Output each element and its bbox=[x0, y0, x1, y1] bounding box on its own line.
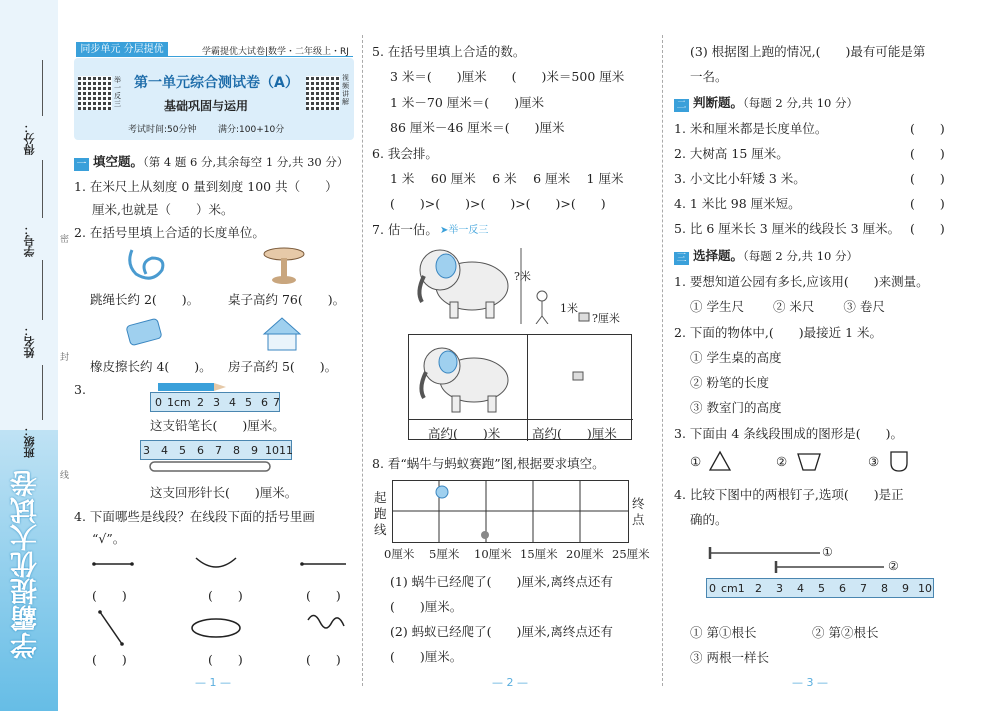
ruler-tick-label: 2 bbox=[755, 582, 762, 595]
column-divider bbox=[662, 35, 663, 686]
ruler-tick-label: 8 bbox=[881, 582, 888, 595]
section-number-icon: 二 bbox=[674, 99, 689, 112]
q8-part3-line1: (3) 根据图上跑的情况,( )最有可能是第 bbox=[690, 44, 926, 59]
page-number: — 3 — bbox=[792, 676, 828, 689]
ruler-tick-label: 4 bbox=[161, 444, 168, 457]
class-field-label: 班级： bbox=[23, 425, 36, 458]
q8-part1-line2: ( )厘米。 bbox=[390, 599, 463, 614]
jump-rope-icon bbox=[122, 244, 172, 286]
nail-1-icon bbox=[706, 546, 826, 560]
q7-related-tag: ➤举一反三 bbox=[440, 225, 489, 236]
q4-answer-blank[interactable]: ( ) bbox=[208, 652, 243, 667]
ruler-tick-label: 3 bbox=[143, 444, 150, 457]
house-icon bbox=[258, 314, 306, 354]
choice-question-1: 1. 要想知道公园有多长,应该用( )来测量。 bbox=[674, 274, 929, 289]
ruler-tick-label: 11 bbox=[279, 444, 293, 457]
q8-part2-line2: ( )厘米。 bbox=[390, 649, 463, 664]
q8-tick: 0厘米 bbox=[384, 547, 415, 561]
q7-one-meter: 1米 bbox=[560, 302, 578, 315]
seal-mark: 密 bbox=[60, 235, 70, 245]
q4-answer-blank[interactable]: ( ) bbox=[208, 588, 243, 603]
q5-line3: 86 厘米－46 厘米＝( )厘米 bbox=[390, 120, 565, 135]
ruler-tick-label: 7 bbox=[215, 444, 222, 457]
ruler-tick-label: cm1 bbox=[721, 582, 745, 595]
tf-question: 1. 米和厘米都是长度单位。 bbox=[674, 121, 828, 136]
eraser-icon bbox=[122, 314, 166, 348]
score-field-label: 得分： bbox=[23, 122, 36, 155]
table-divider bbox=[409, 419, 633, 420]
small-object-icon bbox=[572, 370, 584, 382]
ruler-tick-label: 5 bbox=[179, 444, 186, 457]
ruler-tick-label: 6 bbox=[197, 444, 204, 457]
ant-icon bbox=[478, 528, 492, 542]
ruler-tick-label: 3 bbox=[776, 582, 783, 595]
name-field-label: 姓名： bbox=[23, 325, 36, 358]
q8-tick: 15厘米 bbox=[520, 547, 558, 561]
question-8: 8. 看“蜗牛与蚂蚁赛跑”图,根据要求填空。 bbox=[372, 456, 605, 471]
q8-tick: 5厘米 bbox=[429, 547, 460, 561]
elephant-icon bbox=[410, 240, 520, 324]
seal-mark: 封 bbox=[60, 353, 70, 363]
choice-question-4-line2: 确的。 bbox=[690, 512, 728, 527]
ruler-tick-label: 3 bbox=[213, 396, 220, 409]
small-object-icon bbox=[578, 312, 590, 322]
question-1-line1: 1. 在米尺上从刻度 0 量到刻度 100 共（ ） bbox=[74, 179, 338, 194]
paperclip-icon bbox=[140, 460, 292, 474]
choice-4-option: ② 第②根长 bbox=[812, 625, 879, 640]
tf-question: 5. 比 6 厘米长 3 厘米的线段长 3 厘米。 bbox=[674, 221, 901, 236]
section-fill-blank: 一 填空题。（第 4 题 6 分,其余每空 1 分,共 30 分） bbox=[74, 152, 348, 171]
choice-4-option: ③ 两根一样长 bbox=[690, 650, 769, 665]
tf-question: 3. 小文比小轩矮 3 米。 bbox=[674, 171, 806, 186]
nail-1-label: ① bbox=[822, 545, 833, 559]
ruler-nails bbox=[706, 578, 934, 598]
table-icon bbox=[260, 246, 308, 286]
q5-line2: 1 米－70 厘米＝( )厘米 bbox=[390, 95, 545, 110]
student-id-field-label: 学号： bbox=[23, 224, 36, 257]
nail-2-icon bbox=[772, 560, 890, 574]
q6-items: 1 米 60 厘米 6 米 6 厘米 1 厘米 bbox=[390, 171, 624, 186]
ruler-tick-label: 10 bbox=[918, 582, 932, 595]
ruler-paperclip bbox=[140, 440, 292, 460]
q5-line1: 3 米＝( )厘米 ( )米＝500 厘米 bbox=[390, 69, 625, 84]
score-field-line bbox=[42, 60, 43, 116]
q2-item-house: 房子高约 5( )。 bbox=[228, 359, 338, 374]
tf-question: 2. 大树高 15 厘米。 bbox=[674, 146, 789, 161]
question-4-line2: “√”。 bbox=[92, 531, 126, 546]
q6-blanks: ( )>( )>( )>( )>( ) bbox=[390, 196, 606, 211]
q7-cell-object: 高约( )厘米 bbox=[532, 426, 617, 441]
tf-answer-blank[interactable]: ( ) bbox=[910, 171, 945, 186]
q4-answer-blank[interactable]: ( ) bbox=[306, 652, 341, 667]
question-6: 6. 我会排。 bbox=[372, 146, 438, 161]
q8-tick: 25厘米 bbox=[612, 547, 650, 561]
ruler-tick-label: 6 bbox=[839, 582, 846, 595]
q8-tick: 10厘米 bbox=[474, 547, 512, 561]
snail-icon bbox=[434, 484, 450, 500]
race-grid bbox=[392, 480, 632, 546]
section-multiple-choice: 三 选择题。（每题 2 分,共 10 分） bbox=[674, 246, 858, 265]
child-icon bbox=[530, 290, 554, 324]
question-5: 5. 在括号里填上合适的数。 bbox=[372, 44, 526, 59]
ruler-tick-label: 5 bbox=[245, 396, 252, 409]
full-score: 满分:100+10分 bbox=[218, 125, 285, 135]
height-bracket bbox=[518, 248, 524, 324]
ruler-tick-label: 0 bbox=[709, 582, 716, 595]
nail-2-label: ② bbox=[888, 559, 899, 573]
section-number-icon: 三 bbox=[674, 252, 689, 265]
q3-pencil-answer: 这支铅笔长( )厘米。 bbox=[150, 418, 285, 433]
page-title: 第一单元综合测试卷（A） bbox=[134, 75, 299, 91]
question-4-line1: 4. 下面哪些是线段？在线段下面的括号里画 bbox=[74, 509, 315, 524]
page-number: — 1 — bbox=[195, 676, 231, 689]
ruler-tick-label: 4 bbox=[229, 396, 236, 409]
ruler-tick-label: 9 bbox=[902, 582, 909, 595]
qr-code-icon bbox=[78, 76, 112, 110]
elephant-icon bbox=[414, 338, 520, 416]
q2-item-rope: 跳绳长约 2( )。 bbox=[90, 292, 200, 307]
question-1-line2: 厘米,也就是（ ）米。 bbox=[92, 202, 234, 217]
q2-item-table: 桌子高约 76( )。 bbox=[228, 292, 346, 307]
q4-answer-blank[interactable]: ( ) bbox=[306, 588, 341, 603]
q3-paperclip-answer: 这支回形针长( )厘米。 bbox=[150, 485, 298, 500]
series-label: 学霸提优大试卷|数学・二年级上・RJ bbox=[202, 47, 349, 57]
ruler-tick-label: 8 bbox=[233, 444, 240, 457]
unit-tag: 同步单元 分层提优 bbox=[76, 42, 168, 57]
table-divider bbox=[527, 335, 528, 441]
choice-1-options: ① 学生尺 ② 米尺 ③ 卷尺 bbox=[690, 299, 885, 314]
ruler-pencil bbox=[150, 392, 280, 412]
tf-answer-blank[interactable]: ( ) bbox=[910, 121, 945, 136]
tf-question: 4. 1 米比 98 厘米短。 bbox=[674, 196, 801, 211]
choice-2-option: ① 学生桌的高度 bbox=[690, 350, 782, 365]
q8-start-line: 起跑线 bbox=[374, 490, 387, 537]
tf-answer-blank[interactable]: ( ) bbox=[910, 221, 945, 236]
choice-3-option-label: ① bbox=[690, 454, 702, 469]
ruler-tick-label: 7 bbox=[273, 396, 280, 409]
qr-left-label: 举一反三 bbox=[114, 76, 121, 108]
q2-item-eraser: 橡皮擦长约 4( )。 bbox=[90, 359, 212, 374]
q8-tick: 20厘米 bbox=[566, 547, 604, 561]
section-true-false: 二 判断题。（每题 2 分,共 10 分） bbox=[674, 93, 858, 112]
choice-2-option: ② 粉笔的长度 bbox=[690, 375, 769, 390]
ruler-tick-label: 4 bbox=[797, 582, 804, 595]
ruler-tick-label: 9 bbox=[251, 444, 258, 457]
ruler-tick-label: 0 bbox=[155, 396, 162, 409]
choice-3-option-label: ② bbox=[776, 454, 788, 469]
class-field-line bbox=[42, 365, 43, 420]
choice-question-4-line1: 4. 比较下图中的两根钉子,选项( )是正 bbox=[674, 487, 904, 502]
choice-question-3: 3. 下面由 4 条线段围成的图形是( )。 bbox=[674, 426, 904, 441]
question-2: 2. 在括号里填上合适的长度单位。 bbox=[74, 225, 265, 240]
qr-code-icon bbox=[306, 76, 340, 110]
q7-object-height: ?厘米 bbox=[592, 312, 620, 325]
qr-right-label: 视频讲解 bbox=[342, 74, 349, 106]
ruler-tick-label: 1cm bbox=[167, 396, 191, 409]
arch-shape-icon bbox=[888, 449, 910, 473]
question-7: 7. 估一估。 bbox=[372, 222, 438, 237]
student-id-field-line bbox=[42, 160, 43, 218]
q4-answer-blank[interactable]: ( ) bbox=[92, 652, 127, 667]
choice-2-option: ③ 教室门的高度 bbox=[690, 400, 782, 415]
seal-mark: 线 bbox=[60, 471, 70, 481]
q8-part1-line1: (1) 蜗牛已经爬了( )厘米,离终点还有 bbox=[390, 574, 613, 589]
tf-answer-blank[interactable]: ( ) bbox=[910, 146, 945, 161]
ruler-tick-label: 7 bbox=[860, 582, 867, 595]
q7-cell-elephant: 高约( )米 bbox=[428, 426, 501, 441]
choice-question-2: 2. 下面的物体中,( )最接近 1 米。 bbox=[674, 325, 883, 340]
brand-logo: 学霸提优大试卷 bbox=[11, 470, 42, 659]
ruler-tick-label: 2 bbox=[197, 396, 204, 409]
q8-part3-line2: 一名。 bbox=[690, 69, 728, 84]
ruler-tick-label: 10 bbox=[265, 444, 279, 457]
page-number: — 2 — bbox=[492, 676, 528, 689]
q8-finish-line: 终点 bbox=[632, 496, 645, 527]
q4-answer-blank[interactable]: ( ) bbox=[92, 588, 127, 603]
choice-3-option-label: ③ bbox=[868, 454, 880, 469]
tf-answer-blank[interactable]: ( ) bbox=[910, 196, 945, 211]
header-rule bbox=[168, 56, 353, 57]
triangle-shape-icon bbox=[708, 450, 732, 472]
exam-time: 考试时间:50分钟 bbox=[128, 125, 197, 135]
question-3: 3. bbox=[74, 382, 86, 397]
name-field-line bbox=[42, 260, 43, 320]
choice-4-option: ① 第①根长 bbox=[690, 625, 757, 640]
q8-part2-line1: (2) 蚂蚁已经爬了( )厘米,离终点还有 bbox=[390, 624, 613, 639]
trapezoid-shape-icon bbox=[796, 450, 822, 472]
section-number-icon: 一 bbox=[74, 158, 89, 171]
page-subtitle: 基础巩固与运用 bbox=[164, 99, 249, 113]
ruler-tick-label: 6 bbox=[261, 396, 268, 409]
column-divider bbox=[362, 35, 363, 686]
q7-elephant-height: ?米 bbox=[514, 270, 531, 283]
ruler-tick-label: 5 bbox=[818, 582, 825, 595]
